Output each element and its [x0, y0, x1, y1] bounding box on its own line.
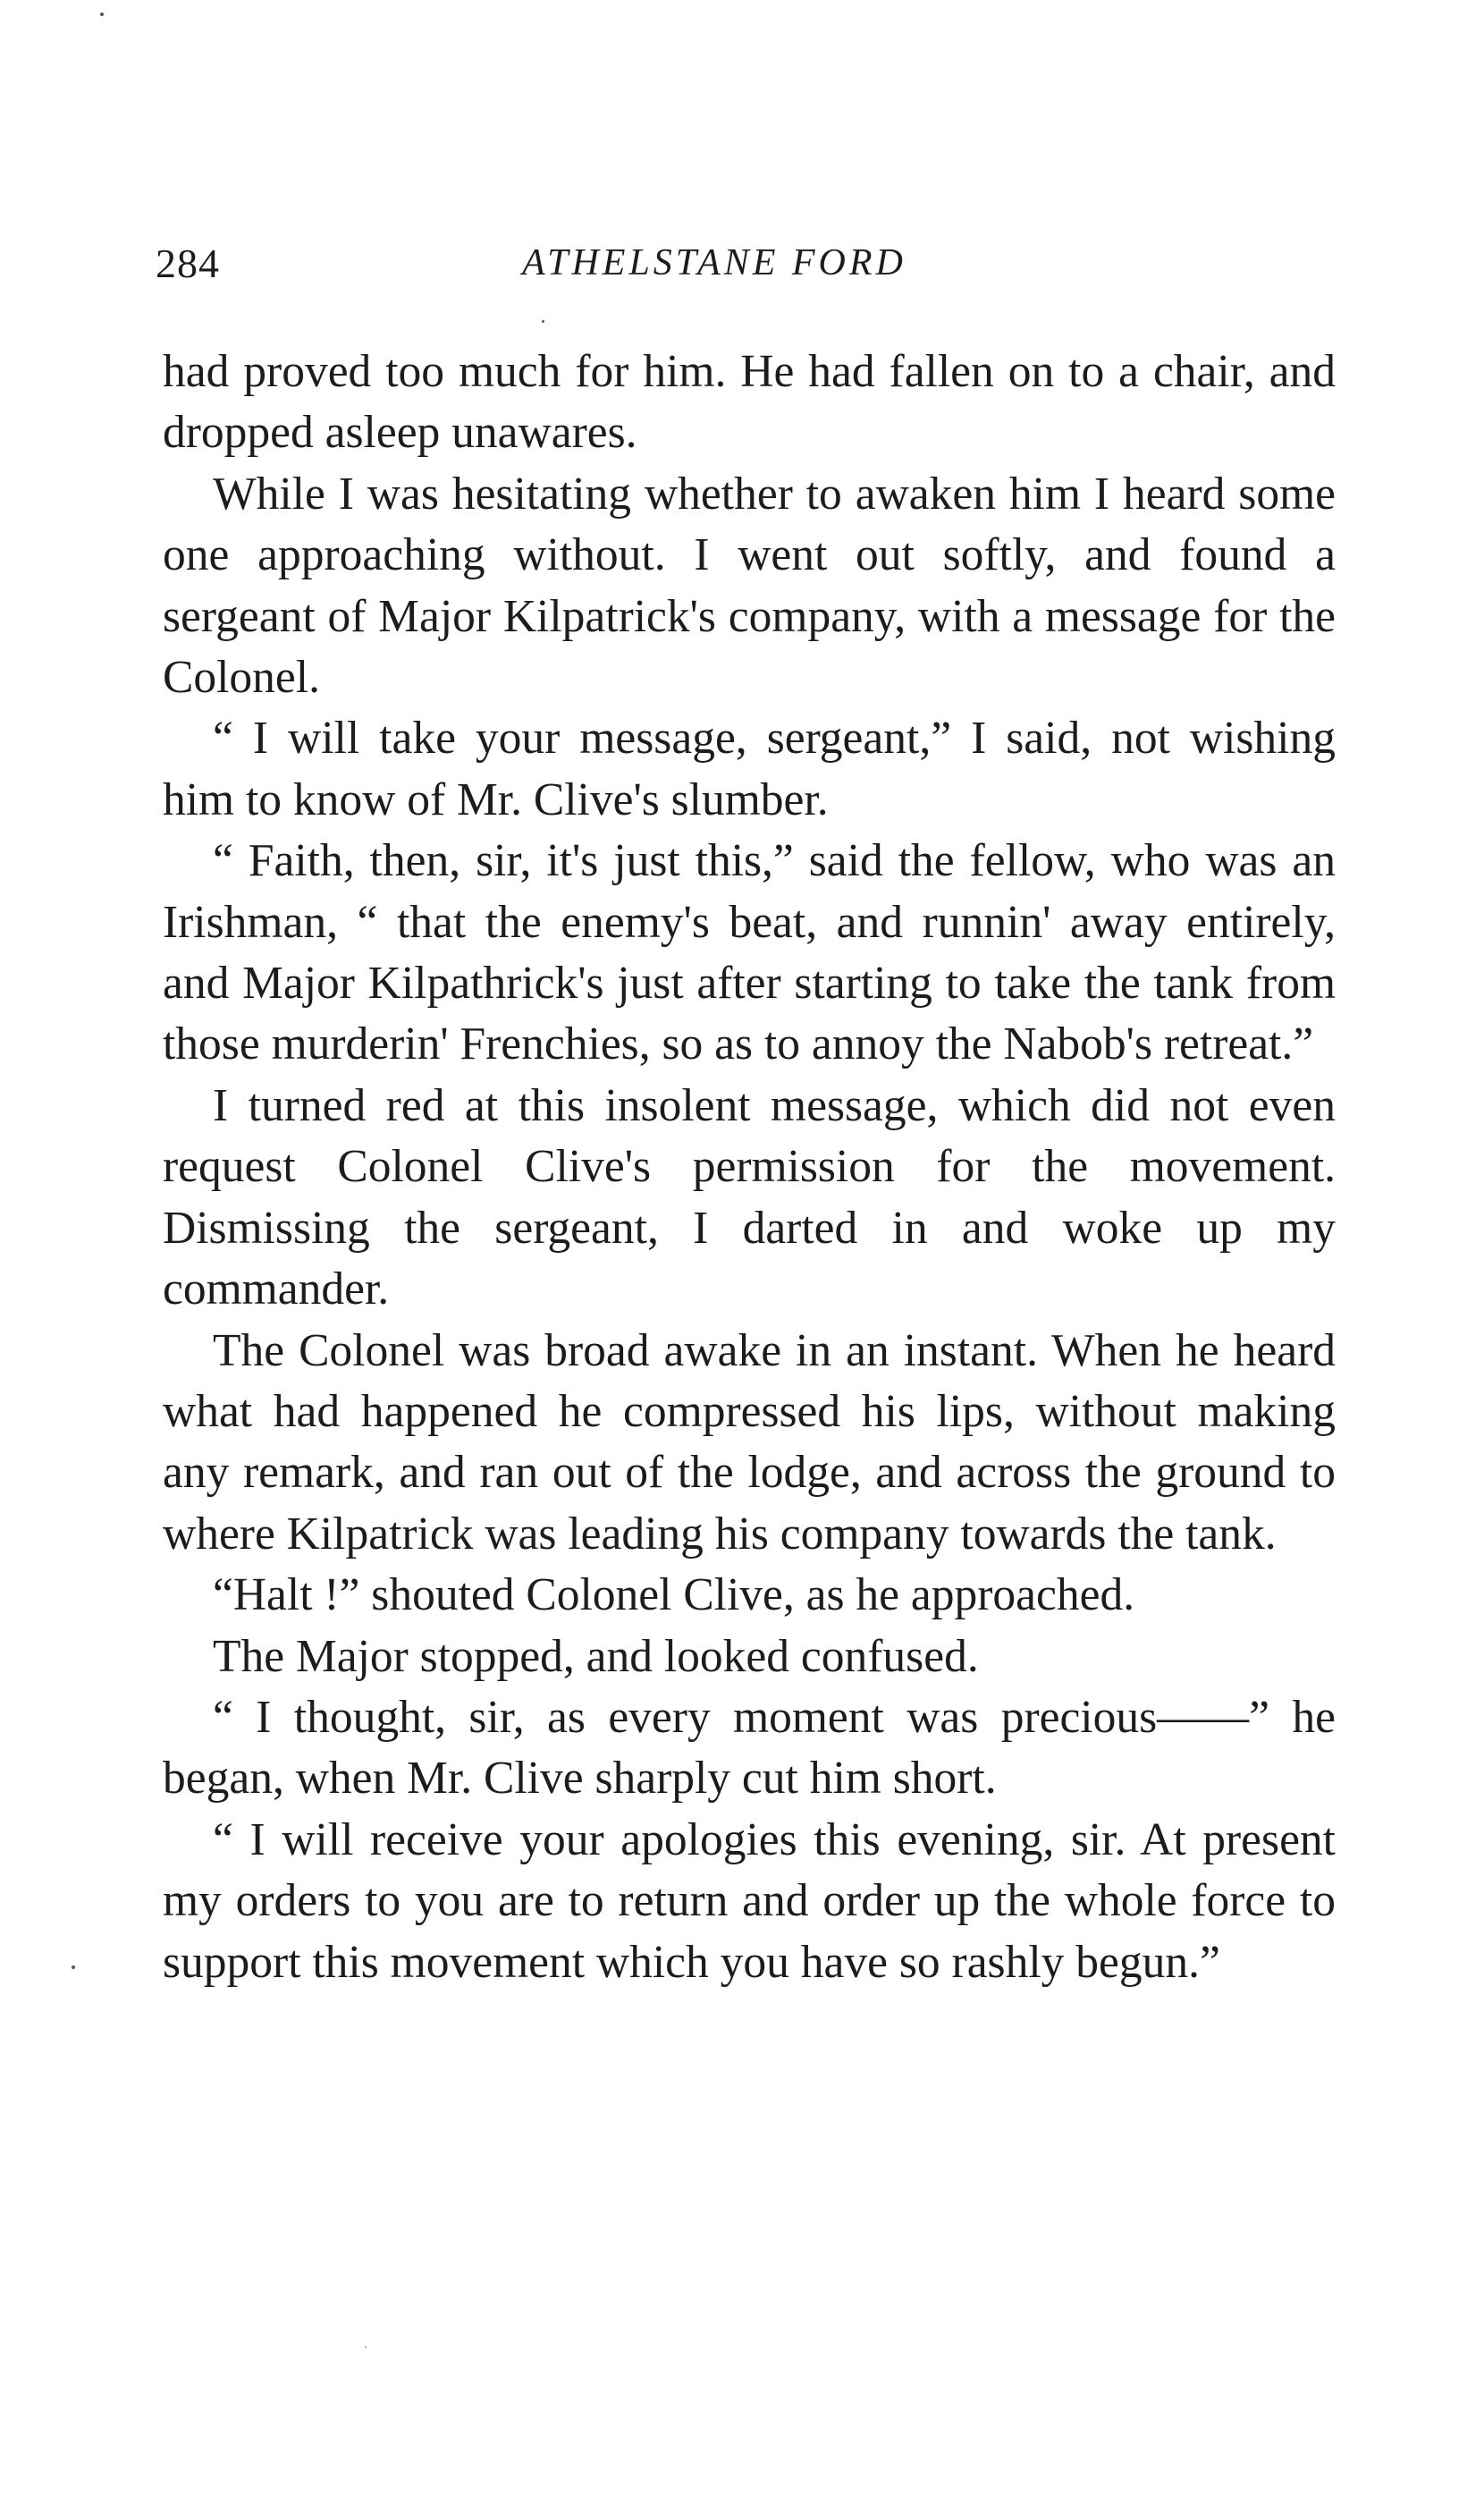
running-title: ATHELSTANE FORD [522, 242, 906, 283]
paragraph-colonel-awake: The Colonel was broad awake in an instant. When he heard what had happened he compressed his lips, without making any remark, and ran out of the lodge, and across the ground to where Kilpatrick was leading his company towards the tank. [163, 1324, 1336, 1560]
paragraph-hesitating: While I was hesitating whether to awaken him I heard some one approaching without. I went out softly, and found a sergeant of Major Kilpatrick's company, with a message for the Colonel. [163, 468, 1336, 704]
paragraph-continuation: had proved too much for him. He had fallen on to a chair, and dropped asleep unawares. [163, 346, 1336, 459]
paragraph-sergeant-reply: “ Faith, then, sir, it's just this,” said the fellow, who was an Irishman, “ that the enemy's beat, and runnin' away entirely, and Major Kilpathrick's just after starting to take the tank from those murderin' Frenchies, so as to annoy the Nabob's retreat.” [163, 835, 1336, 1070]
paragraph-apologies: “ I will receive your apologies this evening, sir. At present my orders to you are to return and order up the whole force to support this movement which you have so rashly begun.” [163, 1813, 1336, 1988]
body-text [163, 342, 1336, 1993]
scan-speck [365, 2346, 367, 2348]
page-header [156, 240, 1336, 311]
paragraph-thought-sir: “ I thought, sir, as every moment was precious——” he began, when Mr. Clive sharply cut him short. [163, 1691, 1336, 1805]
paragraph-take-message: “ I will take your message, sergeant,” I said, not wishing him to know of Mr. Clive's slumber. [163, 713, 1336, 825]
scan-speck [72, 1965, 75, 1969]
page-number: 284 [156, 241, 220, 286]
scan-speck [542, 320, 544, 323]
paragraph-halt: “Halt !” shouted Colonel Clive, as he approached. [213, 1569, 1135, 1621]
paragraph-turned-red: I turned red at this insolent message, which did not even request Colonel Clive's permission for the movement. Dismissing the sergeant, I darted in and woke up my commander. [163, 1079, 1336, 1315]
scan-speck [100, 13, 104, 16]
paragraph-major-stopped: The Major stopped, and looked confused. [213, 1630, 979, 1682]
